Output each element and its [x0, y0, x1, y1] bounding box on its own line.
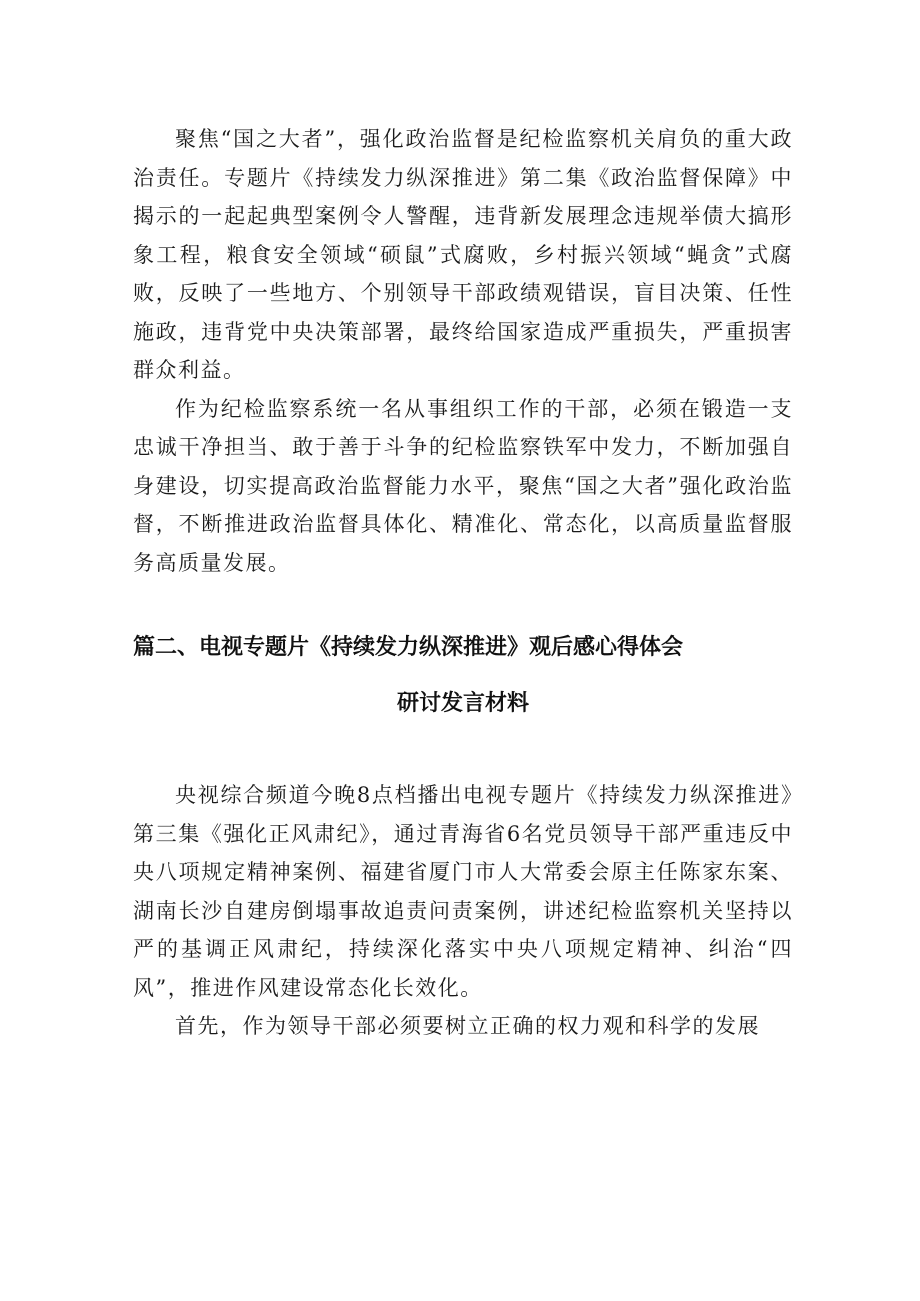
- paragraph-political-supervision: 聚焦“国之大者”，强化政治监督是纪检监察机关肩负的重大政治责任。专题片《持续发力纵深推进》第二集《政治监督保障》中揭示的一起起典型案例令人警醒，违背新发展理念违规举债大搞形象工程，粮食安全领域“硕鼠”式腐败，乡村振兴领域“蝇贪”式腐败，反映了一些地方、个别领导干部政绩观错误，盲目决策、任性施政，违背党中央决策部署，最终给国家造成严重损失，严重损害群众利益。: [133, 127, 793, 382]
- section-heading-line1: 篇二、电视专题片《持续发力纵深推进》观后感心得体会: [133, 635, 684, 660]
- document-body: [133, 120, 793, 1046]
- section-heading-line2: 研讨发言材料: [396, 691, 529, 716]
- paragraph-cctv-broadcast: 央视综合频道今晚8点档播出电视专题片《持续发力纵深推进》第三集《强化正风肃纪》，通过青海省6名党员领导干部严重违反中央八项规定精神案例、福建省厦门市人大常委会原主任陈家东案、湖南长沙自建房倒塌事故追责问责案例，讲述纪检监察机关坚持以严的基调正风肃纪，持续深化落实中央八项规定精神、纠治“四风”，推进作风建设常态化长效化。: [133, 783, 793, 1000]
- paragraph-cadre-duty: 作为纪检监察系统一名从事组织工作的干部，必须在锻造一支忠诚干净担当、敢于善于斗争的纪检监察铁军中发力，不断加强自身建设，切实提高政治监督能力水平，聚焦“国之大者”强化政治监督，不断推进政治监督具体化、精准化、常态化，以高质量监督服务高质量发展。: [133, 396, 793, 575]
- paragraph-firstly: 首先，作为领导干部必须要树立正确的权力观和科学的发展: [175, 1014, 760, 1038]
